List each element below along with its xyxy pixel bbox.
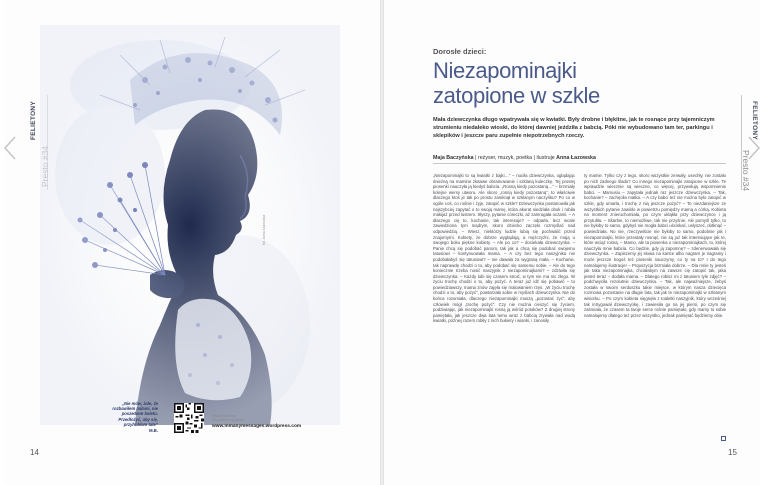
section-label: FELIETONY [30, 100, 37, 140]
pull-quote-author: M.B. [149, 428, 158, 434]
article-column-1 [433, 173, 575, 443]
article-end-mark-icon [721, 436, 726, 441]
page-number-left: 14 [30, 448, 39, 457]
girl-with-forget-me-nots-illustration [40, 25, 340, 425]
qr-note: Więcej tyczków Wszystkich na blogu [212, 414, 244, 423]
previous-page-arrow-icon[interactable] [2, 135, 18, 161]
article-byline [433, 155, 726, 164]
qr-caption [212, 414, 322, 429]
byline-role: | reżyser, muzyk, poetka | ilustruje [473, 155, 557, 161]
article-headline [433, 58, 600, 108]
issue-label: Presto #34 [741, 150, 751, 192]
byline-author: Maja Baczyńska [433, 155, 474, 161]
column-2-text: ty mamie. Tylko czy z tego, skoro wszystkie zerwały, usechły, nie zostało po nich żadnego śladu? Co innego niezapominajki zatopione w szkle. Te wprawdzie wiecznie są wieczne, co więcej, przywołują wspomnienie babci. – Mamusiu – zapytała jednak raz jeszcze dziewczynka. – Tak, kochanie? – zachęciła matka. – A czy babci też nie można było zatopić w szkle, gdy umarła, i trochę z nią jeszcze pożyć? – To niezdaniejsze ze wszystkich pytanie zawisło w powietrzu pomiędzy mamą a córką. Kobieta na moment znieruchomiała, po czym ukląkła przy dziewczynce i ją przytuliła. – Skarbie, to niemożliwe, tak nie przyśnie. Ale pomyśl tylko, to nie byłoby to samo, gdybyś nie mogła babci uściskać, usłyszeć, dotknąć – powiedziała. No nie, rzeczywiście nie byłoby to samo, podobnie jak i niezapominajki, które przestały rosnąć, nie są już tak interesujące jak te, które wciąż rosną. – Mamo, ale ta piosenka o niezapominajkach, to, której nauczyła mnie babcia. Co będzie, gdy ją zapomnę? – zdenerwowała się dziewczynka. – Zapiszemy jej słowa na kartce albo nagram je nagramy i może jeszcze kogoś też piosenki nauczymy, co ty na to? I do tego namalujemy ilustracje! – Propozycja brzmiała dobrze. – Dla mnie ty jesteś jak taka niezapominajka, chciałabym na zawsze cię zatopić tak, jaka jesteś teraz – dodała mama. – Dlatego robisz mi z tatusiem tyle zdjęć? – podchwyciła rezolutnie dziewczynka. – Tak, ale najważniejsze, żebyś została w swoim serduszku takie miejsce, w którym nasza dziecięca rozmowa pozostanie na długie lata, tak jak te niezapominajki w szklanym wisiorku. – Po czym kobieta sięgnęła z toaletki naszyjnik, który wcześniej tak intrygował dziewczynkę, i zawiesiła go na jej piersi, po czym się zaśmiała, że czasem ta twoje serce rośnie pamiętało, gdy mamy to sobie namalujemy dlatego też przez wszystko, jednak pamiętać będziemy obie. [584, 173, 726, 318]
pull-quote [100, 401, 158, 433]
illustration-credit: fot. Anna Łazowska [262, 214, 266, 245]
pull-quote-text: „Nie mów, żale, że rozbawiłem pałami, nie poszedłem baletu. Przedłożyć, aby się, przyhbbłam tate” [112, 401, 158, 427]
article-lead: Mała dziewczynka długo wpatrywała się w kwiatki. Były drobne i błękitne, jak te rosnące przy tajemniczym strumieniu niedaleko wioski, do której dawniej jeździła z babcią. Póki nie wybudowano tam ter, parkingu i sklepików i jeszcze paru zupełnie niepotrzebnych rzeczy. [433, 117, 715, 139]
article-column-2 [584, 173, 726, 443]
section-label: FELIETONY [751, 101, 758, 141]
right-side-tab [741, 95, 763, 190]
headline-line-1: Niezapominajki [433, 58, 577, 83]
headline-line-2: zatopione w szkle [433, 83, 600, 108]
page-number-right: 15 [728, 448, 737, 457]
qr-code-icon[interactable] [174, 403, 204, 433]
blog-url-link[interactable]: www.mmanymessages.wordpress.com [212, 423, 302, 429]
column-1-text: „Niezapominajki to są kwiatki z bajki…” – nuciła dziewczynka, oglądając śnieżną na mamine złotawe obramowanie i szklaną kuleczkę. Tej prostej piosenki nauczyła ją kiedyś babcia. „Rosną kiedy pozostaną…” – brzmiały kolejne wersy utworu. Ale skoro „rosną kiedy pozostaną”, to właściwie dlaczego ktoś je tak po prostu zamknął w szklanym naczyńku? Po co w ogóle coś, co rośnie i żyje, zatopić w szkle? Dziewczynka postanowiła jak najszybciej zapytać o to swoją mamę, która akurat siedziała obok i robiła makijaż przed lustrem. Słyszy, pytanie córeczki, aż zamrugała oczami. – A dlaczego cię to, kochanie, tak interesuje? – odparła, lecz wcale zawiedziona tym mądrym, skoro dziecko zaczęło rozmyślać nad odpowiedzią. – Wiesz, niektórzy ludzie lubią się pochwalić przed znajomymi. Kobiety, że dobrze wyglądają, a mężczyźni, że mają u swojego boku piękne kobiety. – Ale po co? – dociekała dziewczynka. – Panie chcą się podobać panom, tak jak a chcą się podobać swojemu tatusiowi – kontynuowała mama. – A czy bez tego naszyjnika nie podobałabyś się tatusiowi? – nie dawała za wygraną mała. – Kochanie, tak naprawdę chodzi o to, aby podobać się samemu sobie. – Ale do tego koniecznie trzeba nosić naszyjnik z niezapominajkami? – zdziwiła się dziewczynka. – Każdy lubi się czasem stroić, w tym nie ma nic złego. W życiu trochę chodzi o to, aby pożyć. A teraz już idź się pobawić – to powiedziawszy, mama znów zajęła się malowaniem rzęs. „W życiu trochę chodzi o to, aby pożyć”, powtarzała sobie w myślach dziewczynka. Nie do końca rozumiała, dlaczego niezapominajki muszą „pozostać żyć”, aby człowiek mógł „trochę pożyć”. Czy nie można cieszyć się życiem, podziwiając, jak niezapominajki rosną ją wśród potoków? Z drugiej strony pamiętała, jak jeszcze dwa lata temu wraz z babcią zrywała nad wodą kwiatki, później razem robiły z nich bukiety i wianki, i zanosiły [433, 173, 575, 324]
article-kicker: Dorosłe dzieci: [433, 47, 487, 56]
byline-illustrator: Anna Łazowska [556, 155, 596, 161]
